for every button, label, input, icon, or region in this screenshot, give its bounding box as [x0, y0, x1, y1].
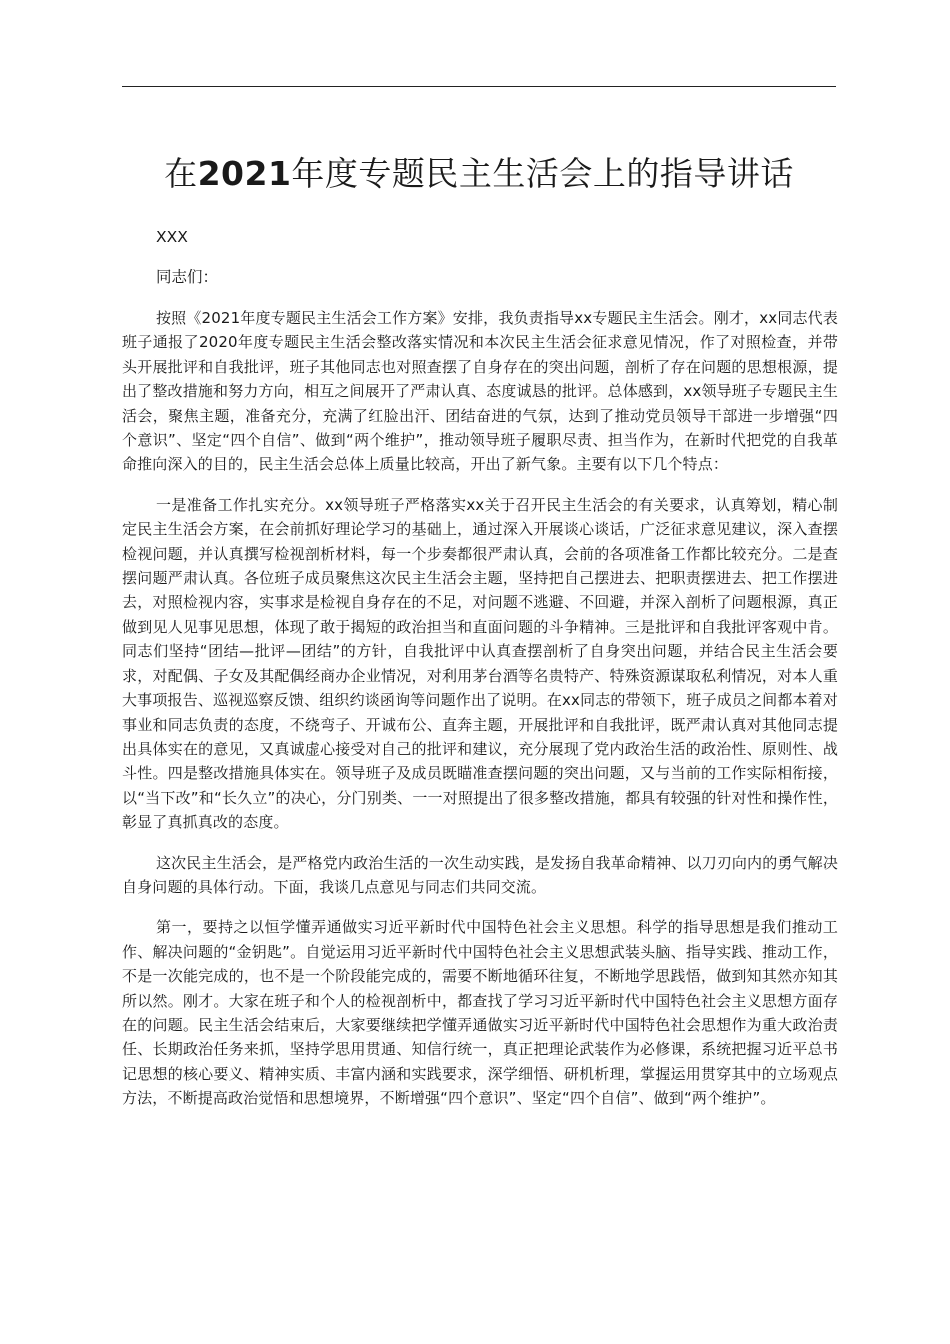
document-body: [122, 306, 838, 1127]
title-suffix: 年度专题民主生活会上的指导讲话: [291, 154, 794, 193]
paragraph-transition: 这次民主生活会，是严格党内政治生活的一次生动实践，是发扬自我革命精神、以刀刃向内的勇气解决自身问题的具体行动。下面，我谈几点意见与同志们共同交流。: [122, 853, 838, 896]
author-name: XXX: [156, 228, 188, 246]
title-year: 2021: [197, 154, 292, 193]
salutation: 同志们：: [156, 268, 219, 286]
paragraph-features: 一是准备工作扎实充分。xx领导班子严格落实xx关于召开民主生活会的有关要求，认真筹划，精心制定民主生活会方案，在会前抓好理论学习的基础上，通过深入开展谈心谈话，广泛征求意见建议，深入查摆检视问题，并认真撰写检视剖析材料，每一个步奏都很严肃认真，会前的各项准备工作都比较充分。二是查摆问题严肃认真。各位班子成员聚焦这次民主生活会主题，坚持把自己摆进去、把职责摆进去、把工作摆进去，对照检视内容，实事求是检视自身存在的不足，对问题不逃避、不回避，并深入剖析了问题根源，真正做到见人见事见思想，体现了敢于揭短的政治担当和直面问题的斗争精神。三是批评和自我批评客观中肯。同志们坚持“团结—批评—团结”的方针，自我批评中认真查摆剖析了自身突出问题，并结合民主生活会要求，对配偶、子女及其配偶经商办企业情况，对利用茅台酒等名贵特产、特殊资源谋取私利情况，对本人重大事项报告、巡视巡察反馈、组织约谈函询等问题作出了说明。在xx同志的带领下，班子成员之间都本着对事业和同志负责的态度，不绕弯子、开诚布公、直奔主题，开展批评和自我批评，既严肃认真对其他同志提出具体实在的意见，又真诚虚心接受对自己的批评和建议，充分展现了党内政治生活的政治性、原则性、战斗性。四是整改措施具体实在。领导班子及成员既瞄准查摆问题的突出问题，又与当前的工作实际相衔接，以“当下改”和“长久立”的决心，分门别类、一一对照提出了很多整改措施，都具有较强的针对性和操作性，彰显了真抓真改的态度。: [122, 495, 838, 832]
document-title: [122, 152, 836, 196]
title-prefix: 在: [164, 154, 198, 193]
paragraph-point-one: 第一，要持之以恒学懂弄通做实习近平新时代中国特色社会主义思想。科学的指导思想是我们推动工作、解决问题的“金钥匙”。自觉运用习近平新时代中国特色社会主义思想武装头脑、指导实践、推动工作，不是一次能完成的，也不是一个阶段能完成的，需要不断地循环往复，不断地学思践悟，做到知其然亦知其所以然。刚才。大家在班子和个人的检视剖析中，都查找了学习习近平新时代中国特色社会主义思想方面存在的问题。民主生活会结束后，大家要继续把学懂弄通做实习近平新时代中国特色社会思想作为重大政治责任、长期政治任务来抓，坚持学思用贯通、知信行统一，真正把理论武装作为必修课，系统把握习近平总书记思想的核心要义、精神实质、丰富内涵和实践要求，深学细悟、研机析理，掌握运用贯穿其中的立场观点方法，不断提高政治觉悟和思想境界，不断增强“四个意识”、坚定“四个自信”、做到“两个维护”。: [122, 918, 838, 1108]
header-rule: [122, 86, 836, 87]
paragraph-intro: 按照《2021年度专题民主生活会工作方案》安排，我负责指导xx专题民主生活会。刚才，xx同志代表班子通报了2020年度专题民主生活会整改落实情况和本次民主生活会征求意见情况，作了对照检查，并带头开展批评和自我批评，班子其他同志也对照查摆了自身存在的突出问题，剖析了存在问题的思想根源，提出了整改措施和努力方向，相互之间展开了严肃认真、态度诚恳的批评。总体感到，xx领导班子专题民主生活会，聚焦主题，准备充分，充满了红脸出汗、团结奋进的气氛，达到了推动党员领导干部进一步增强“四个意识”、坚定“四个自信”、做到“两个维护”，推动领导班子履职尽责、担当作为，在新时代把党的自我革命推向深入的目的，民主生活会总体上质量比较高，开出了新气象。主要有以下几个特点：: [122, 309, 838, 474]
